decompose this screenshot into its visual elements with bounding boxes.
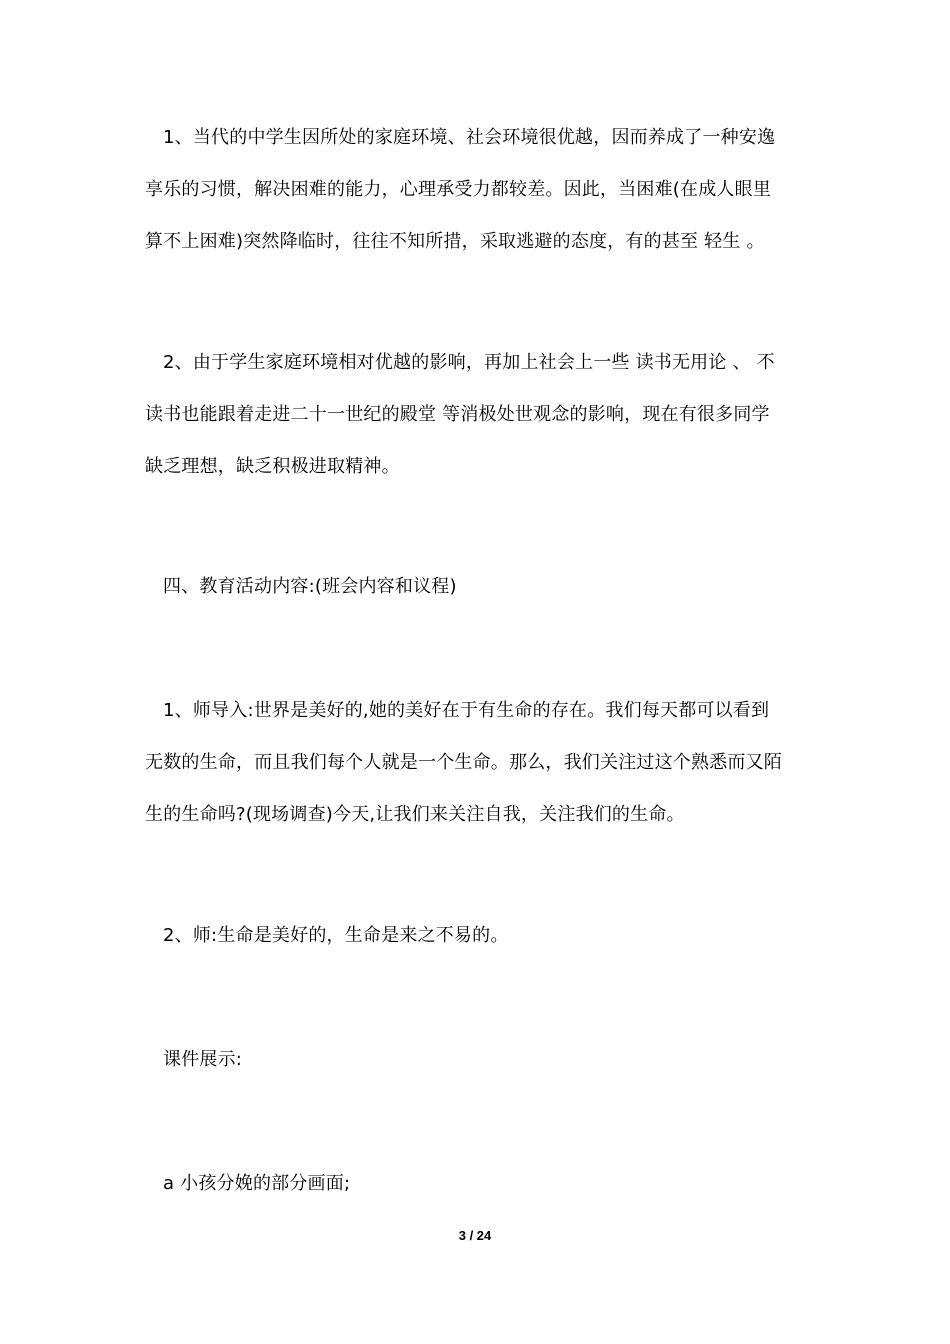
paragraph-line: 课件展示: (163, 1049, 243, 1070)
paragraph-line: 1、当代的中学生因所处的家庭环境、社会环境很优越，因而养成了一种安逸 (163, 127, 776, 148)
heading-line: 四、教育活动内容:(班会内容和议程) (163, 576, 457, 597)
paragraph-5 (145, 1034, 810, 1086)
paragraph-line: 读书也能跟着走进二十一世纪的殿堂 等消极处世观念的影响，现在有很多同学 (145, 404, 770, 425)
paragraph-line: a 小孩分娩的部分画面; (163, 1173, 351, 1194)
paragraph-line: 2、由于学生家庭环境相对优越的影响，再加上社会上一些 读书无用论 、 不 (163, 352, 775, 373)
paragraph-line: 算不上困难)突然降临时，往往不知所措，采取逃避的态度，有的甚至 轻生 。 (145, 231, 765, 252)
paragraph-6 (145, 1158, 810, 1210)
paragraph-line: 缺乏理想，缺乏积极进取精神。 (145, 456, 400, 477)
paragraph-1 (145, 112, 810, 268)
paragraph-3 (145, 685, 810, 841)
paragraph-line: 享乐的习惯，解决困难的能力，心理承受力都较差。因此，当困难(在成人眼里 (145, 179, 772, 200)
page-number: 3 / 24 (458, 1228, 492, 1243)
paragraph-line: 2、师:生命是美好的，生命是来之不易的。 (163, 925, 509, 946)
paragraph-line: 生的生命吗?(现场调查)今天,让我们来关注自我，关注我们的生命。 (145, 804, 685, 825)
paragraph-line: 无数的生命，而且我们每个人就是一个生命。那么，我们关注过这个熟悉而又陌 (145, 752, 782, 773)
paragraph-2 (145, 337, 810, 493)
paragraph-line: 1、师导入:世界是美好的,她的美好在于有生命的存在。我们每天都可以看到 (163, 700, 770, 721)
section-heading (145, 561, 810, 613)
paragraph-4 (145, 910, 810, 962)
